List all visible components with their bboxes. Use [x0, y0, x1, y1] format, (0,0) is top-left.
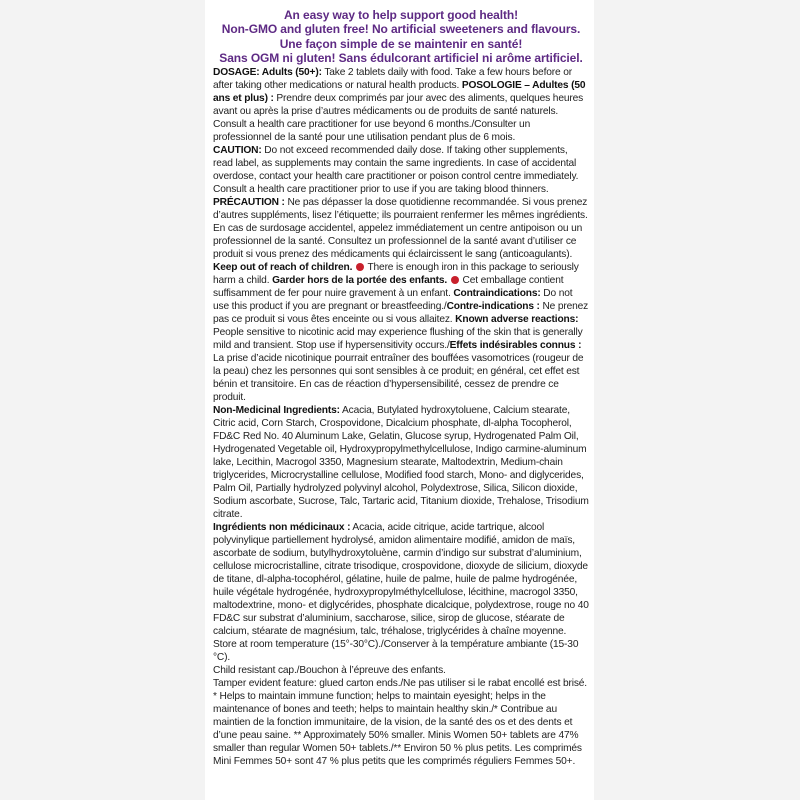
ingredients-en-section [213, 404, 589, 521]
caution-label-en: CAUTION: [213, 145, 262, 157]
dosage-text-fr: Prendre deux comprimés par jour avec des aliments, quelques heures avant ou après la prise d’autres médicaments ou de produits de santé naturels. Consult a health care practitioner for use beyond 6 months./Consulter un professionnel de la santé pour une utilisation pendant plus de 6 mois. [213, 93, 584, 144]
keep-out-fr: Garder hors de la portée des enfants. [272, 275, 448, 287]
storage-text: Store at room temperature (15°-30°C)./Conserver à la température ambiante (15-30 °C). [213, 639, 579, 664]
caution-section [213, 144, 589, 404]
dosage-label-en: DOSAGE: Adults (50+): [213, 67, 322, 79]
keep-out-en: Keep out of reach of children. [213, 262, 353, 274]
warning-dot-icon [451, 276, 459, 284]
caution-text-en: Do not exceed recommended daily dose. If taking other supplements, read label, as supplements may contain the same ingredients. In case of accidental overdose, contact your health care practitioner or poison control centre immediately. Consult a health care practitioner prior to use if you are taking blood thinners. [213, 145, 579, 196]
caution-label-fr: PRÉCAUTION : [213, 197, 285, 209]
adverse-text-fr: La prise d’acide nicotinique pourrait entraîner des bouffées vasomotrices (rougeur de la peau) chez les personnes qui sont sensibles à ce produit; en général, cet effet est bénin et transitoire. En cas de réaction d’hypersensibilité, cessez de prendre ce produit. [213, 353, 584, 404]
iron-warning-fr: Cet emballage contient suffisamment de fer pour nuire gravement à un enfant. [213, 275, 564, 300]
footnotes-text: * Helps to maintain immune function; helps to maintain eyesight; helps in the maintenance of bones and teeth; helps to maintain healthy skin./* Contribue au maintien de la fonction immunitaire, de la vision, de la santé des os et des dents et d’une peau saine. ** Approximately 50% smaller. Minis Women 50+ tablets are 47% smaller than regular Women 50+ tablets./** Environ 50 % plus petits. Les comprimés Mini Femmes 50+ sont 47 % plus petits que les comprimés réguliers Femmes 50+. [213, 691, 582, 768]
tamper-text: Tamper evident feature: glued carton ends./Ne pas utiliser si le rabat encollé est brisé. [213, 678, 587, 690]
ingredients-en-text: Acacia, Butylated hydroxytoluene, Calcium stearate, Citric acid, Corn Starch, Crospovidone, Dicalcium phosphate, dl-alpha Tocopherol, FD&C Red No. 40 Aluminum Lake, Gelatin, Glucose syrup, Hydrogenated Palm Oil, Hydrogenated Vegetable oil, Hydroxypropylmethylcellulose, Indigo carmine-aluminum lake, Lecithin, Macrogol 3350, Magnesium stearate, Maltodextrin, Medium-chain triglycerides, Microcrystalline cellulose, Modified food starch, Mono- and diglycerides, Palm Oil, Partially hydrolyzed polyvinyl alcohol, Polydextrose, Silica, Silicon dioxide, Sodium ascorbate, Sucrose, Talc, Tartaric acid, Titanium dioxide, Trehalose, Trisodium citrate. [213, 405, 589, 521]
ingredients-fr-section [213, 521, 589, 638]
iron-warning-en: There is enough iron in this package to seriously harm a child. [213, 262, 579, 287]
adverse-label-fr: Effets indésirables connus : [449, 340, 582, 352]
child-cap-text: Child resistant cap./Bouchon à l’épreuve des enfants. [213, 665, 446, 677]
caution-text-fr: Ne pas dépasser la dose quotidienne recommandée. Si vous prenez d’autres suppléments, lisez l’étiquette; ils pourraient renfermer les mêmes ingrédients. En cas de surdosage accidentel, appelez immédiatement un centre antipoison ou un professionnel de la santé. Consultez un professionnel de la santé avant d’utiliser ce produit si vous prenez des médicaments qui éclaircissent le sang (anticoagulants). [213, 197, 588, 261]
contra-label-en: Contraindications: [453, 288, 541, 300]
label-panel [205, 0, 594, 800]
warning-dot-icon [356, 263, 364, 271]
dosage-section [213, 66, 589, 144]
contra-label-fr: Contre-indications : [446, 301, 540, 313]
label-body [213, 66, 589, 768]
contra-text-en: Do not use this product if you are pregnant or breastfeeding./ [213, 288, 573, 313]
dosage-label-fr: POSOLOGIE – Adultes (50 ans et plus) : [213, 80, 586, 105]
ingredients-fr-label: Ingrédients non médicinaux : [213, 522, 351, 534]
adverse-text-en: People sensitive to nicotinic acid may experience flushing of the skin that is generally mild and transient. Stop use if hypersensitivity occurs./ [213, 327, 583, 352]
adverse-label-en: Known adverse reactions: [455, 314, 579, 326]
dosage-text-en: Take 2 tablets daily with food. Take a few hours before or after taking other medications or natural health products. [213, 67, 572, 92]
headline-fr-sante: Une façon simple de se maintenir en santé! [279, 36, 523, 51]
ingredients-en-label: Non-Medicinal Ingredients: [213, 405, 340, 417]
contra-text-fr: Ne prenez pas ce produit si vous êtes enceinte ou si vous allaitez. [213, 301, 589, 326]
ingredients-fr-text: Acacia, acide citrique, acide tartrique, alcool polyvinylique partiellement hydrolysé, amidon alimentaire modifié, amidon de maïs, ascorbate de sodium, butylhydroxytoluène, carmin d’indigo sur substrat d’aluminium, cellulose microcristalline, citrate trisodique, crospovidone, dioxyde de silicium, dioxyde de titane, dl-alpha-tocophérol, gélatine, huile de palme, huile de palme hydrogénée, huile végétale hydrogénée, hydroxypropylméthylcellulose, lécithine, macrogol 3350, maltodextrine, mono- et diglycérides, phosphate dicalcique, polydextrose, rouge no 40 FD&C sur substrat d’aluminium, saccharose, silice, sirop de glucose, stéarate de calcium, stéarate de magnésium, talc, tréhalose, triglycérides à chaîne moyenne. [213, 522, 589, 638]
headline-non-gmo: Non-GMO and gluten free! No artificial sweeteners and flavours. [221, 22, 581, 37]
headline-support-health: An easy way to help support good health! [283, 8, 519, 22]
headline-fr-ogm: Sans OGM ni gluten! Sans édulcorant artificiel ni arôme artificiel. [219, 50, 583, 65]
